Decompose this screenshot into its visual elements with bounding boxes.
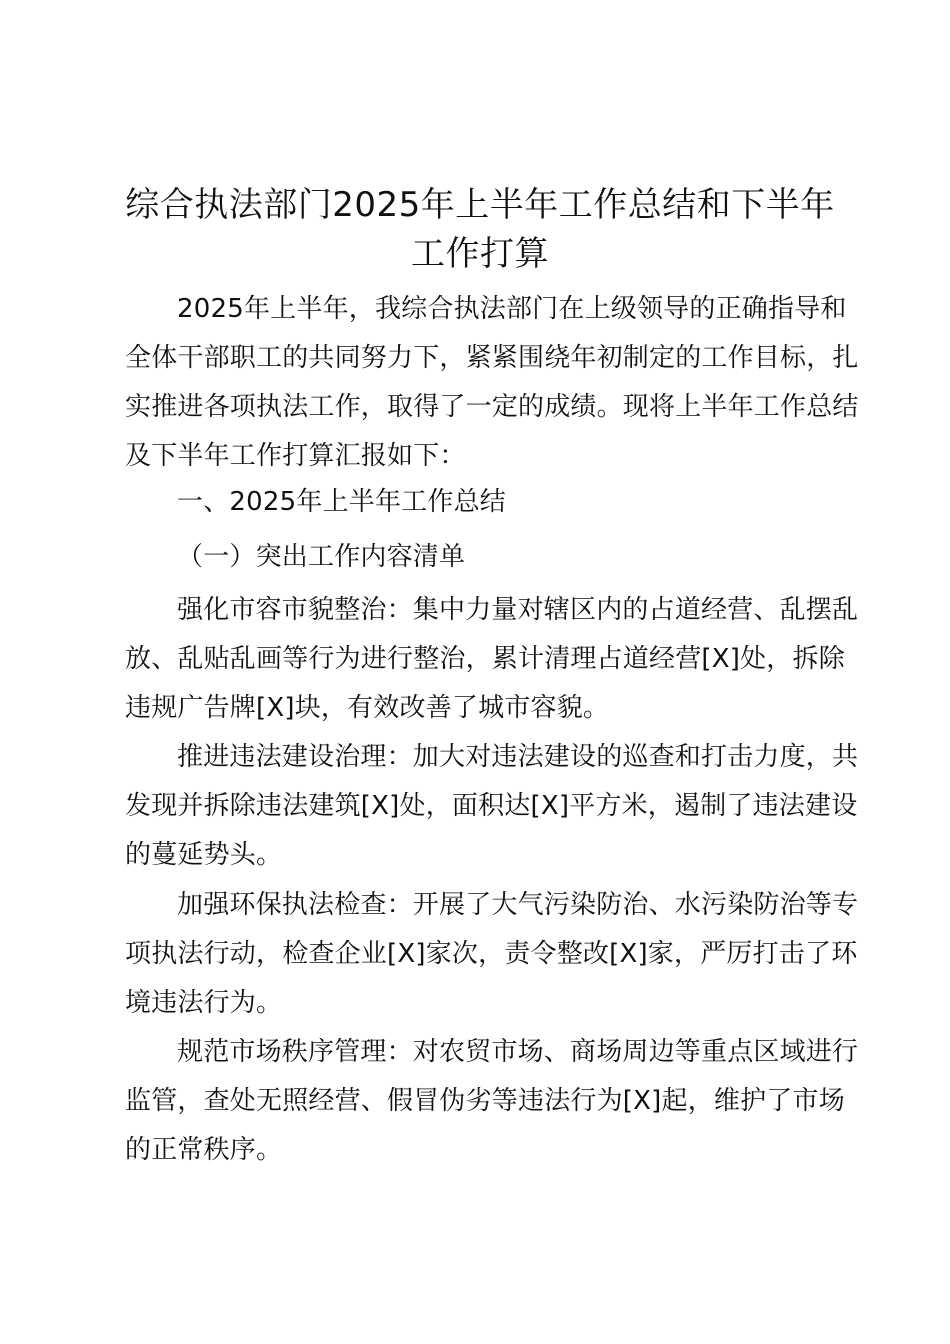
document-body	[125, 285, 860, 1175]
content-paragraph: 推进违法建设治理：加大对违法建设的巡查和打击力度，共发现并拆除违法建筑[X]处，面积达[X]平方米，遏制了违法建设的蔓延势头。	[125, 742, 859, 870]
content-paragraph: 强化市容市貌整治：集中力量对辖区内的占道经营、乱摆乱放、乱贴乱画等行为进行整治，累计清理占道经营[X]处，拆除违规广告牌[X]块，有效改善了城市容貌。	[125, 595, 859, 723]
content-paragraph: 规范市场秩序管理：对农贸市场、商场周边等重点区域进行监管，查处无照经营、假冒伪劣等违法行为[X]起，维护了市场的正常秩序。	[125, 1037, 859, 1165]
section-heading: 一、2025年上半年工作总结	[177, 487, 506, 517]
document-title: 综合执法部门2025年上半年工作总结和下半年工作打算	[125, 185, 835, 274]
intro-paragraph: 2025年上半年，我综合执法部门在上级领导的正确指导和全体干部职工的共同努力下，紧紧围绕年初制定的工作目标，扎实推进各项执法工作，取得了一定的成绩。现将上半年工作总结及下半年工作打算汇报如下：	[125, 294, 859, 471]
content-paragraph: 加强环保执法检查：开展了大气污染防治、水污染防治等专项执法行动，检查企业[X]家次，责令整改[X]家，严厉打击了环境违法行为。	[125, 890, 859, 1018]
subsection-heading: （一）突出工作内容清单	[177, 542, 466, 572]
